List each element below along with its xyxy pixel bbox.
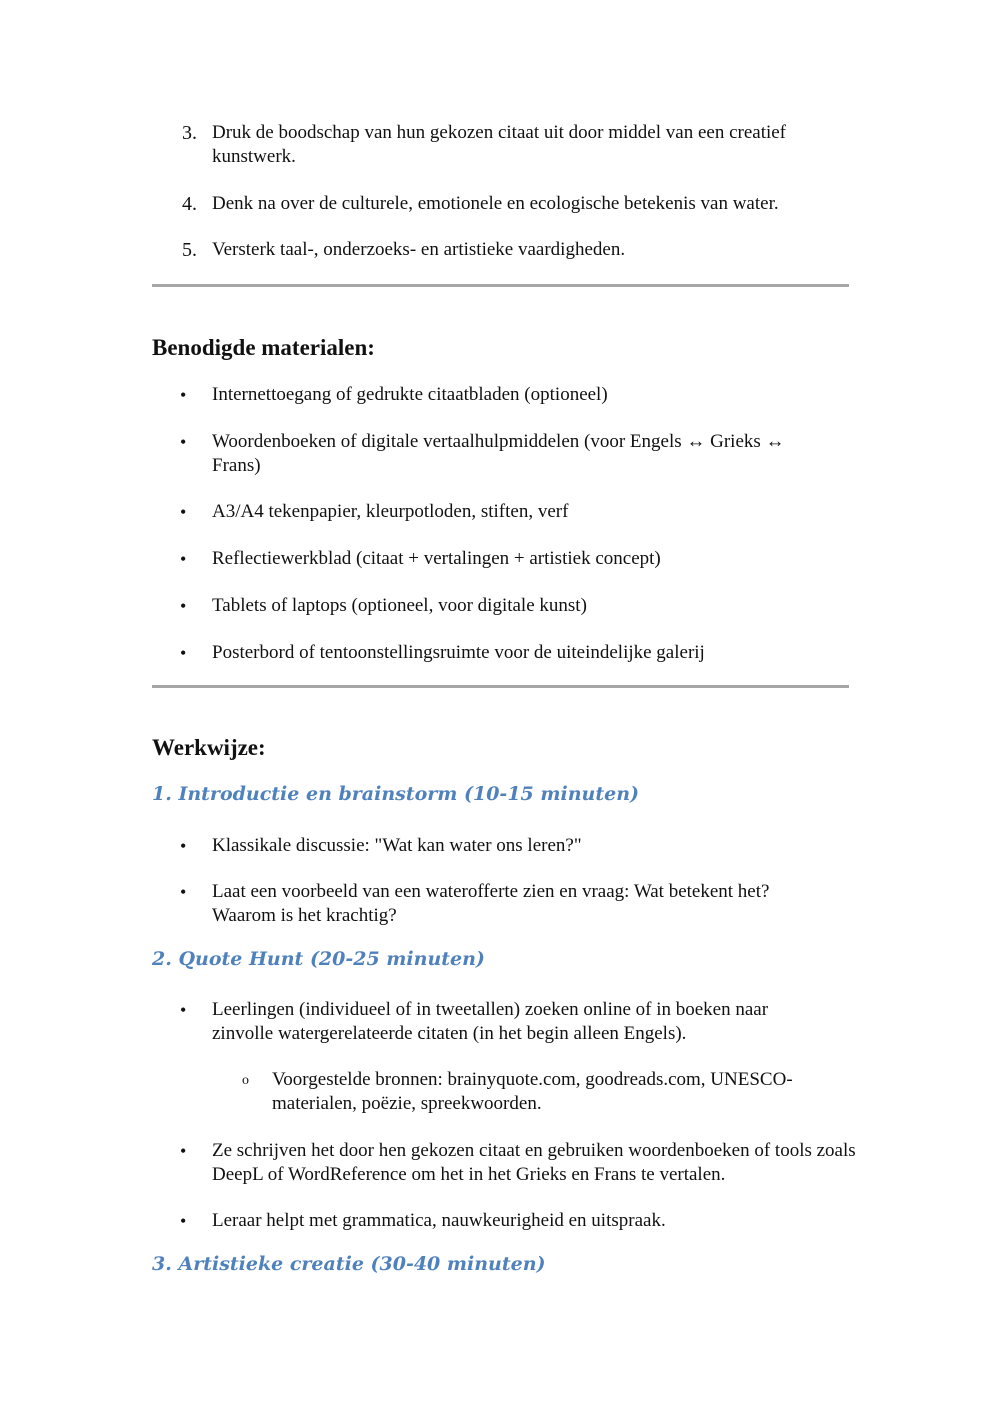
item-text: Klassikale discussie: "Wat kan water ons leren?": [212, 835, 582, 856]
item-text: Tablets of laptops (optioneel, voor digitale kunst): [212, 595, 587, 616]
bullet-icon: •: [180, 1141, 187, 1161]
item-text: Leraar helpt met grammatica, nauwkeurigheid en uitspraak.: [212, 1210, 666, 1231]
item-text: Woordenboeken of digitale vertaalhulpmiddelen (voor Engels ↔ Grieks ↔ Frans): [212, 431, 785, 476]
bullet-icon: •: [180, 643, 187, 663]
bullet-icon: •: [180, 432, 187, 452]
circle-bullet-icon: o: [242, 1073, 249, 1088]
horizontal-rule: [152, 284, 849, 287]
item-text: Ze schrijven het door hen gekozen citaat en gebruiken woordenboeken of tools zoals DeepL of WordReference om het in het Grieks en Frans te vertalen.: [212, 1140, 856, 1185]
list-number: 4.: [182, 193, 197, 215]
item-text: Posterbord of tentoonstellingsruimte voor de uiteindelijke galerij: [212, 642, 705, 663]
bullet-icon: •: [180, 549, 187, 569]
bullet-icon: •: [180, 836, 187, 856]
step-heading: 2. Quote Hunt (20-25 minuten): [152, 948, 485, 970]
step-heading: 1. Introductie en brainstorm (10-15 minuten): [152, 783, 639, 805]
list-number: 3.: [182, 122, 197, 144]
item-text: Laat een voorbeeld van een waterofferte zien en vraag: Wat betekent het? Waarom is het krachtig?: [212, 881, 770, 926]
objective-text: Druk de boodschap van hun gekozen citaat uit door middel van een creatief kunstwerk.: [212, 122, 787, 167]
procedure-heading: Werkwijze:: [152, 735, 266, 760]
item-text: A3/A4 tekenpapier, kleurpotloden, stiften, verf: [212, 501, 569, 522]
objective-text: Denk na over de culturele, emotionele en ecologische betekenis van water.: [212, 193, 779, 214]
bullet-icon: •: [180, 882, 187, 902]
bullet-icon: •: [180, 502, 187, 522]
bullet-icon: •: [180, 596, 187, 616]
item-text: Voorgestelde bronnen: brainyquote.com, goodreads.com, UNESCO-materialen, poëzie, spreekwoorden.: [272, 1069, 793, 1114]
item-text: Reflectiewerkblad (citaat + vertalingen + artistiek concept): [212, 548, 661, 569]
list-number: 5.: [182, 239, 197, 261]
materials-heading: Benodigde materialen:: [152, 335, 375, 360]
bullet-icon: •: [180, 1211, 187, 1231]
item-text: Internettoegang of gedrukte citaatbladen (optioneel): [212, 384, 608, 405]
objective-text: Versterk taal-, onderzoeks- en artistieke vaardigheden.: [212, 239, 626, 260]
horizontal-rule: [152, 685, 849, 688]
step-heading: 3. Artistieke creatie (30-40 minuten): [152, 1253, 546, 1275]
bullet-icon: •: [180, 1000, 187, 1020]
item-text: Leerlingen (individueel of in tweetallen) zoeken online of in boeken naar zinvolle watergerelateerde citaten (in het begin alleen Engels).: [212, 999, 769, 1044]
bullet-icon: •: [180, 385, 187, 405]
